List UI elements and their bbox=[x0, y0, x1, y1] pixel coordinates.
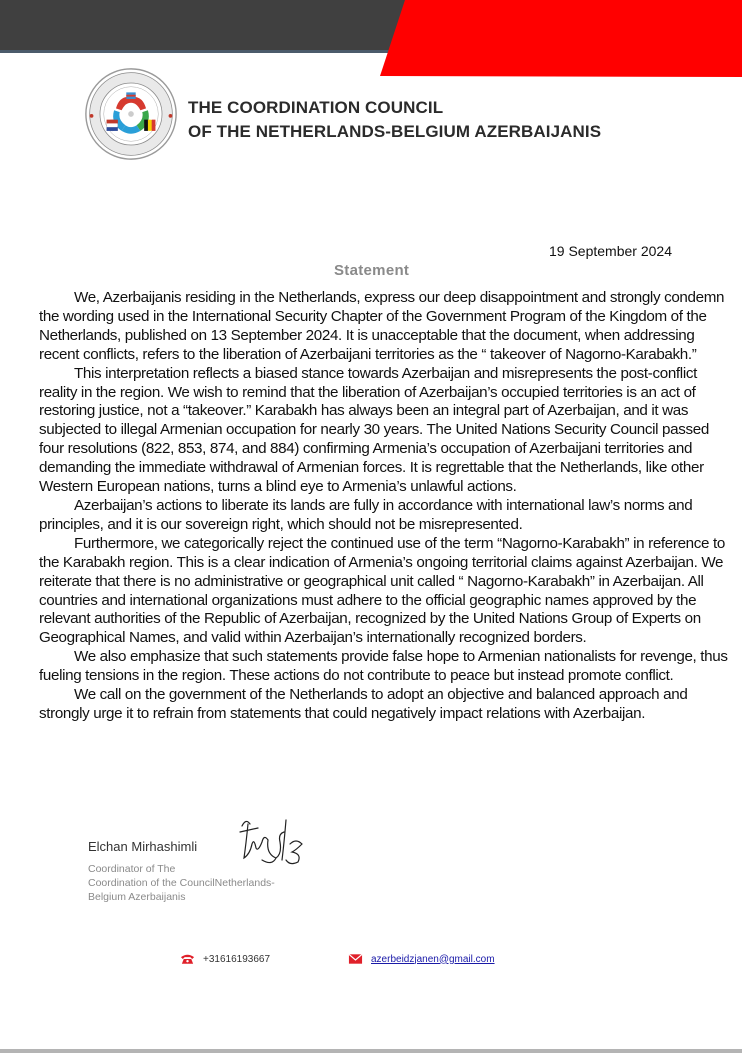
role-line: Coordination of the CouncilNetherlands- bbox=[88, 877, 275, 889]
page-bottom-edge bbox=[0, 1049, 742, 1053]
email-link[interactable]: azerbeidzjanen@gmail.com bbox=[371, 953, 495, 965]
contact-email bbox=[348, 953, 495, 965]
paragraph: This interpretation reflects a biased stance towards Azerbaijan and misrepresents the post-conflict reality in the region. We wish to remind that the liberation of Azerbaijan’s occupied territories is an act of restoring justice, not a “takeover.” Karabakh has always been an integral part of Azerbaijan, and it was subjected to illegal Armenian occupation for nearly 30 years. The United Nations Security Council passed four resolutions (822, 853, 874, and 884) confirming Armenia’s occupation of Azerbaijani territories and demanding the immediate withdrawal of Armenian forces. It is regrettable that the Netherlands, like other Western European nations, turns a blind eye to Armenia’s unlawful actions. bbox=[39, 364, 709, 496]
organization-logo bbox=[84, 66, 178, 162]
signatory-name: Elchan Mirhashimli bbox=[88, 839, 198, 854]
paragraph: We also emphasize that such statements provide false hope to Armenian nationalists for revenge, thus fueling tensions in the region. These actions do not contribute to peace but instead promote conflict. bbox=[39, 648, 728, 685]
contact-phone bbox=[180, 953, 270, 965]
paragraph: Furthermore, we categorically reject the continued use of the term “Nagorno-Karabakh” in reference to the Karabakh region. This is a clear indication of Armenia’s ongoing territorial claims against Azerbaijan. We reiterate that there is no administrative or geographical unit called “ Nagorno-Karabakh” in Azerbaijan. All countries and international organizations must adhere to the official geographic names approved by the relevant authorities of the Republic of Azerbaijan, recognized by the United Nations Group of Experts on Geographical Names, and valid within Azerbaijan’s internationally recognized borders. bbox=[39, 534, 725, 647]
handwritten-signature bbox=[232, 814, 312, 869]
organization-title bbox=[188, 96, 601, 144]
paragraph: We, Azerbaijanis residing in the Netherlands, express our deep disappointment and strongly condemn the wording used in the International Security Chapter of the Government Program of the Kingdom of the Netherlands, published on 13 September 2024. It is unacceptable that the document, when addressing recent conflicts, refers to the liberation of Azerbaijani territories as the “ takeover of Nagorno-Karabakh.” bbox=[39, 289, 725, 363]
role-line: Coordinator of The bbox=[88, 863, 176, 875]
paragraph: Azerbaijan’s actions to liberate its lands are fully in accordance with international law’s norms and principles, and it is our sovereign right, which should not be misrepresented. bbox=[39, 496, 693, 533]
envelope-icon bbox=[348, 953, 363, 965]
organization-title-line1: THE COORDINATION COUNCIL bbox=[188, 98, 444, 117]
telephone-icon bbox=[180, 953, 195, 965]
paragraph: We call on the government of the Netherlands to adopt an objective and balanced approach and strongly urge it to refrain from statements that could negatively impact relations with Azerbaijan. bbox=[39, 686, 688, 722]
organization-title-line2: OF THE NETHERLANDS-BELGIUM AZERBAIJANIS bbox=[188, 122, 602, 141]
document-date: 19 September 2024 bbox=[549, 243, 672, 259]
phone-number: +31616193667 bbox=[203, 953, 271, 965]
role-line: Belgium Azerbaijanis bbox=[88, 891, 186, 903]
statement-body bbox=[39, 289, 729, 724]
document-heading: Statement bbox=[334, 262, 410, 279]
signatory-role bbox=[88, 862, 318, 904]
